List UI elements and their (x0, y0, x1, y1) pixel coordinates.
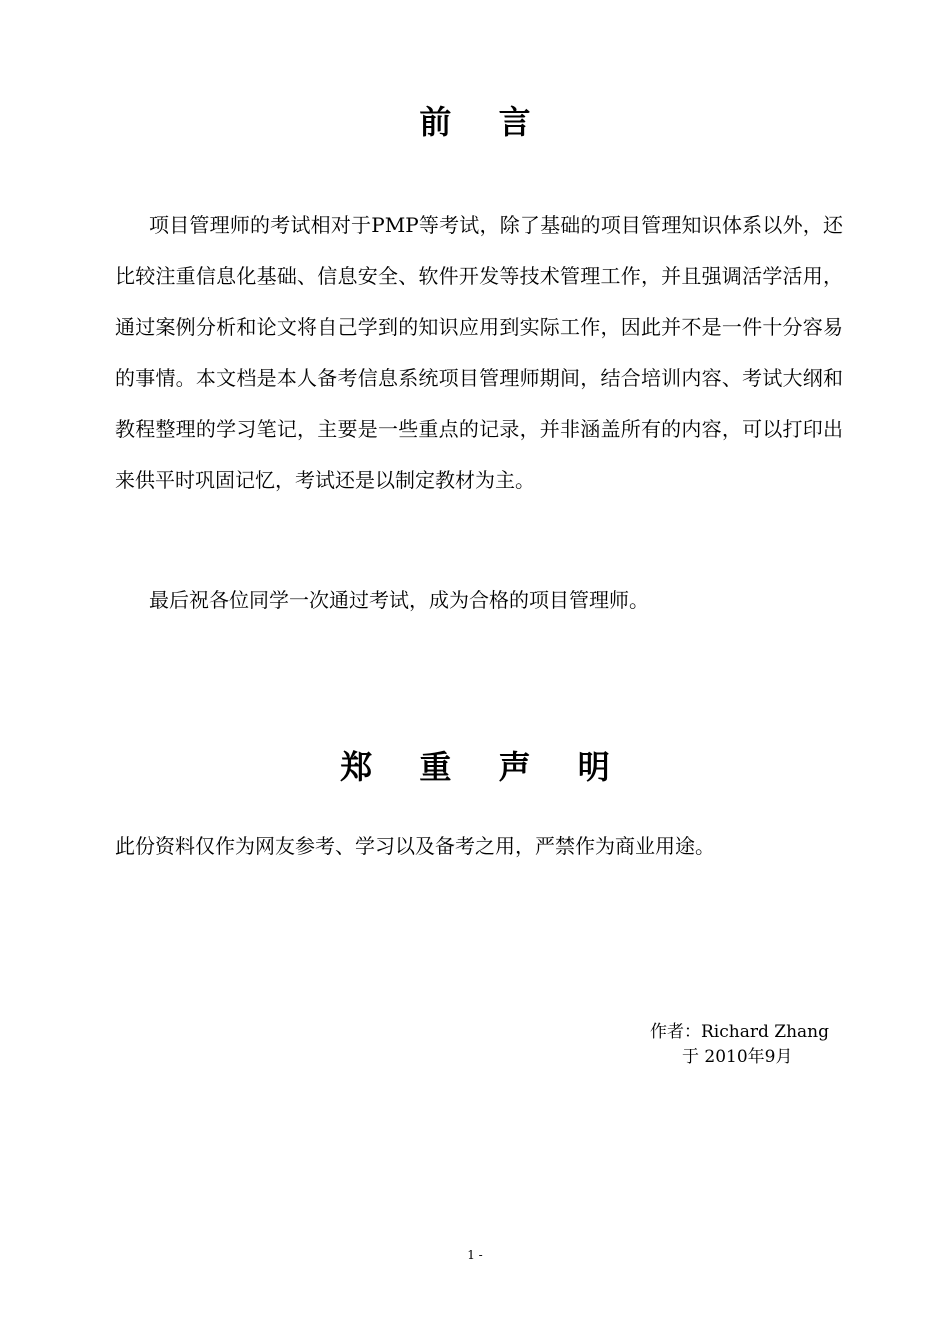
author-line: 作者：Richard Zhang (650, 1022, 829, 1042)
preface-paragraph-1: 项目管理师的考试相对于PMP等考试，除了基础的项目管理知识体系以外，还比较注重信息化基础、信息安全、软件开发等技术管理工作，并且强调活学活用，通过案例分析和论文将自己学到的知识应用到实际工作，因此并不是一件十分容易的事情。本文档是本人备考信息系统项目管理师期间，结合培训内容、考试大纲和教程整理的学习笔记，主要是一些重点的记录，并非涵盖所有的内容，可以打印出来供平时巩固记忆，考试还是以制定教材为主。 (115, 213, 843, 492)
notice-title: 郑 重 声 明 (340, 748, 628, 786)
preface-title: 前 言 (419, 103, 549, 141)
page-number: 1 - (467, 1248, 483, 1262)
date-line: 于 2010年9月 (682, 1047, 793, 1067)
preface-paragraph-2: 最后祝各位同学一次通过考试，成为合格的项目管理师。 (149, 588, 649, 612)
notice-text: 此份资料仅作为网友参考、学习以及备考之用，严禁作为商业用途。 (115, 834, 715, 858)
